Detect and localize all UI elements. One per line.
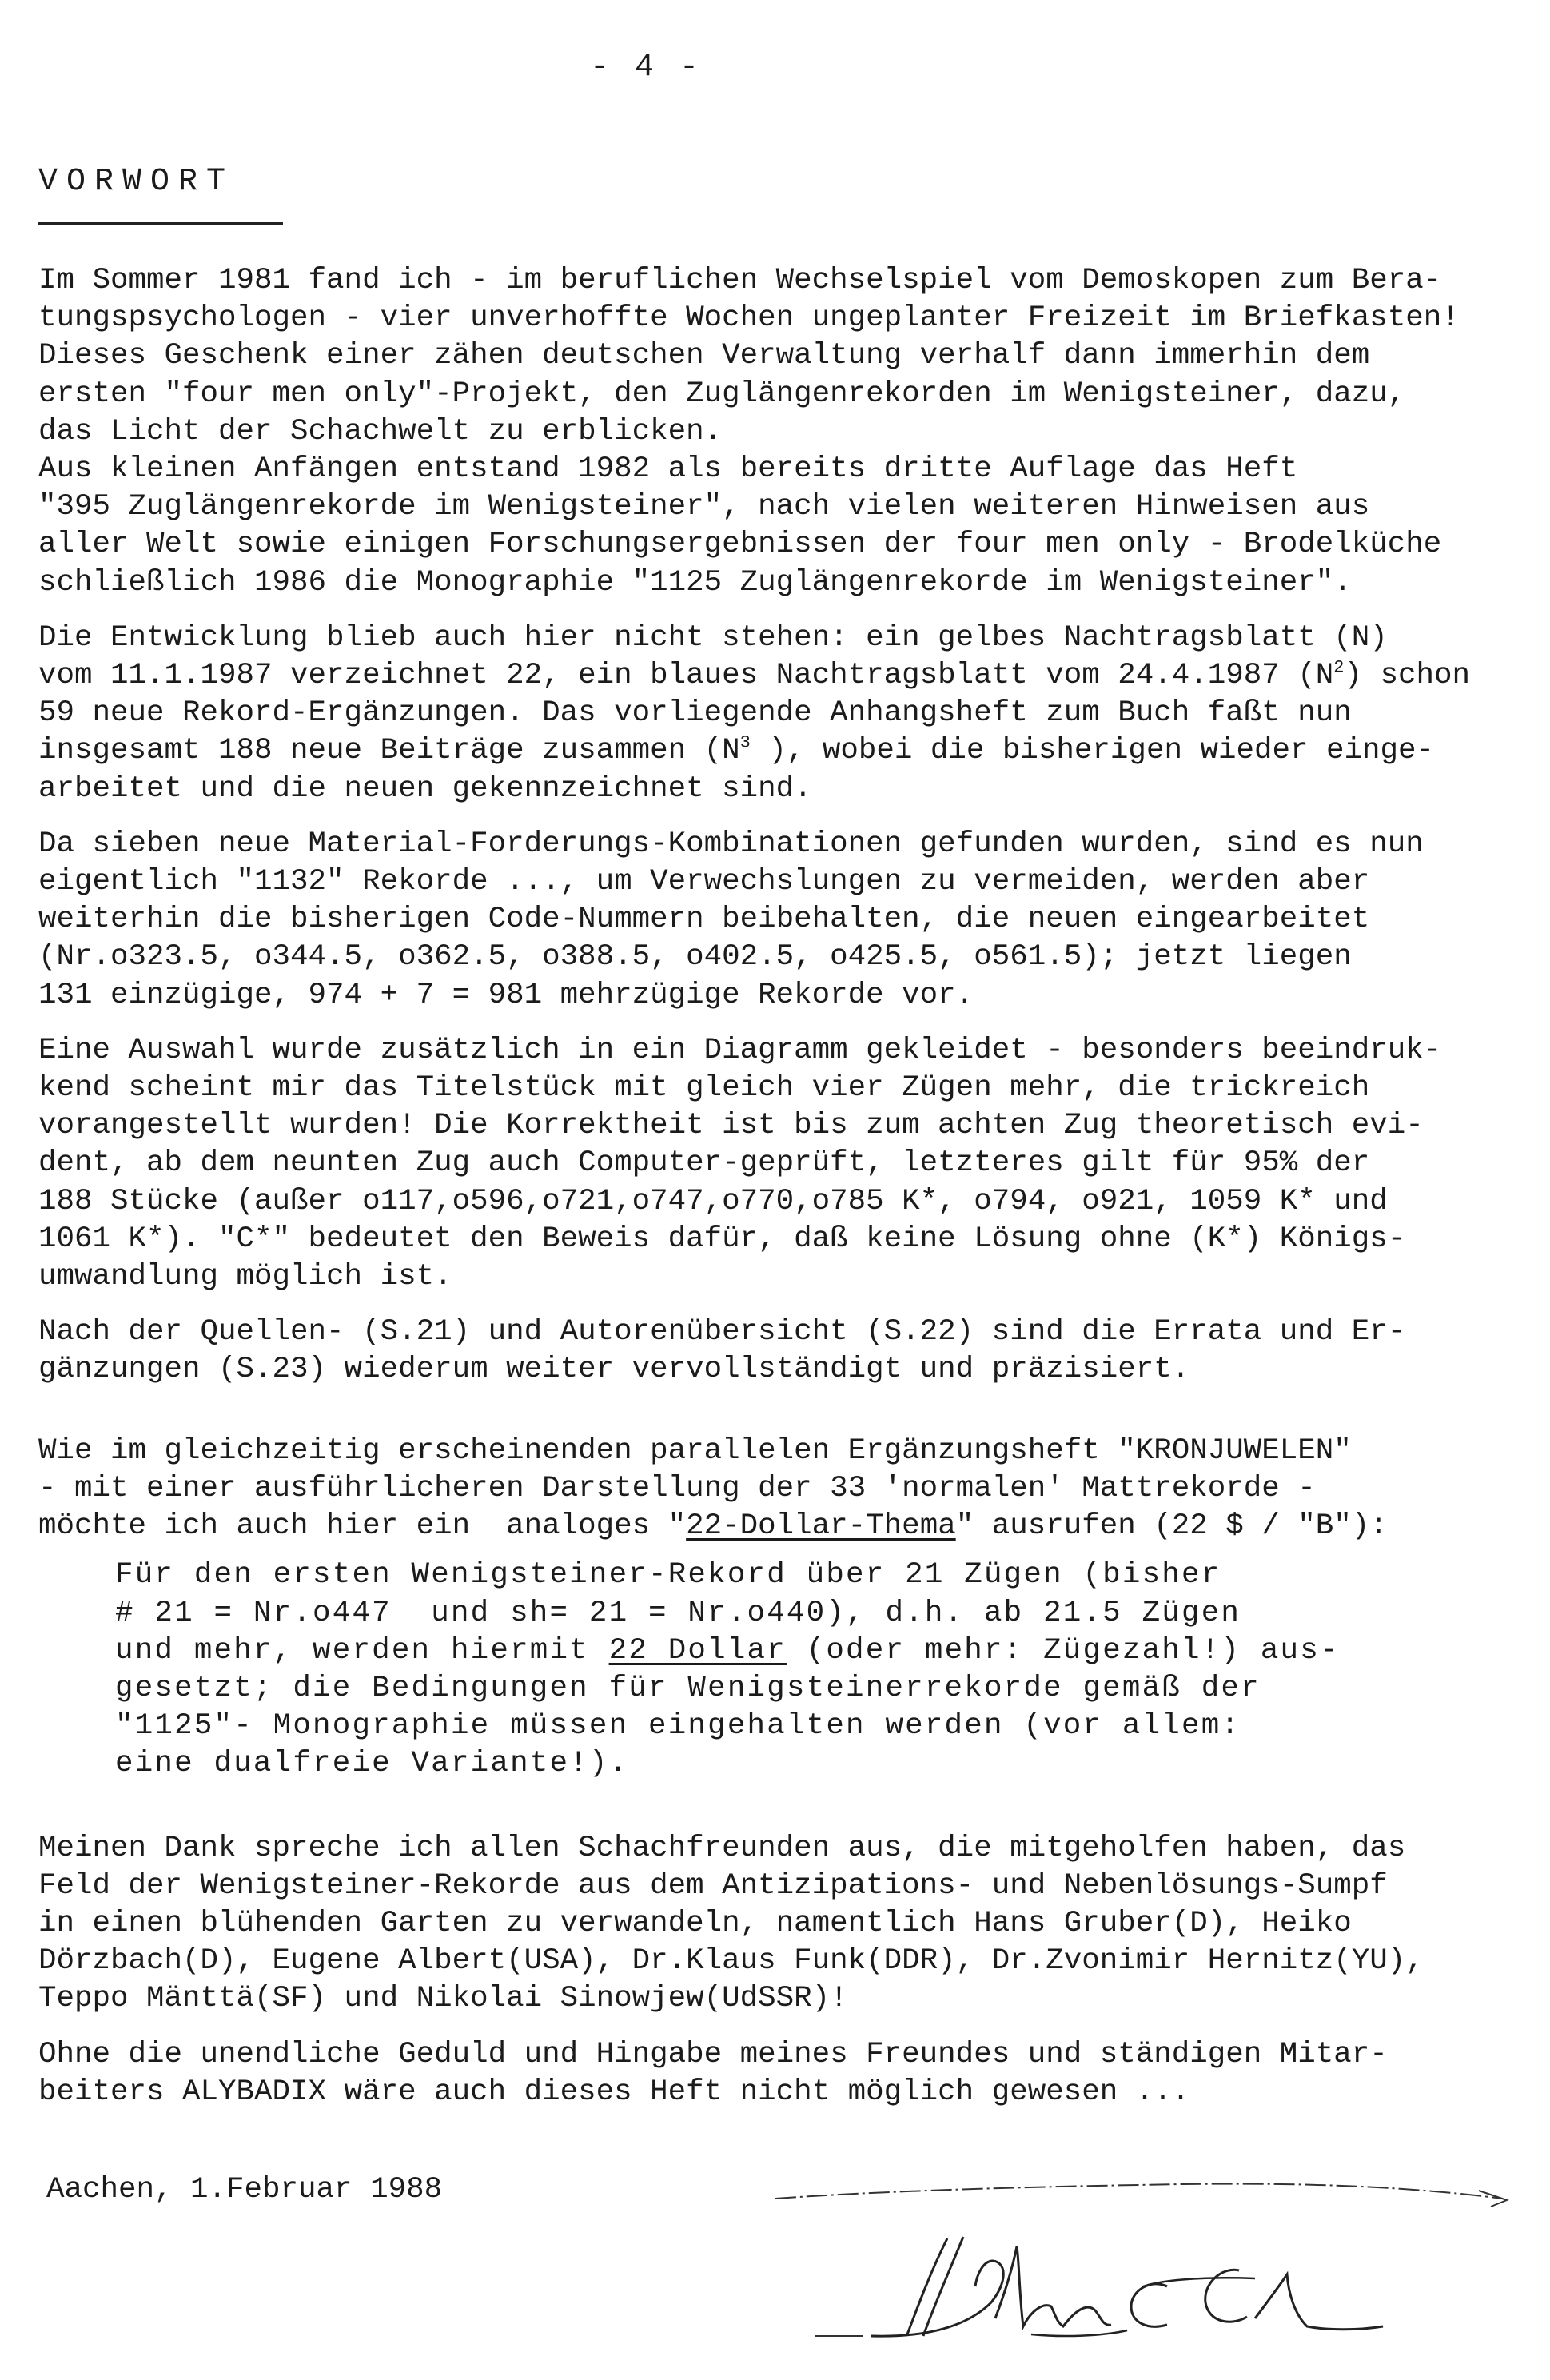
text-fragment: ), wobei die bisherigen wieder einge- <box>750 734 1434 768</box>
text-line: arbeitet und die neuen gekennzeichnet sind. <box>38 771 812 806</box>
paragraph-sources <box>38 1314 1525 1389</box>
text-line: 131 einzügige, 974 + 7 = 981 mehrzügige Rekorde vor. <box>38 978 974 1012</box>
text-line: Feld der Wenigsteiner-Rekorde aus dem Antizipations- und Nebenlösungs-Sumpf <box>38 1868 1388 1903</box>
text-line: dent, ab dem neunten Zug auch Computer-geprüft, letzteres gilt für 95% der <box>38 1146 1370 1181</box>
paragraph-dollar-theme <box>38 1433 1525 1546</box>
text-fragment: möchte ich auch hier ein analoges " <box>38 1509 687 1544</box>
text-fragment: " ausrufen (22 $ / "B"): <box>955 1509 1388 1544</box>
text-line: Eine Auswahl wurde zusätzlich in ein Diagramm gekleidet - besonders beeindruk- <box>38 1033 1442 1067</box>
text-fragment: insgesamt 188 neue Beiträge zusammen (N <box>38 734 740 768</box>
text-line: Da sieben neue Material-Forderungs-Kombinationen gefunden wurden, sind es nun <box>38 827 1424 861</box>
text-line: ersten "four men only"-Projekt, den Zuglängenrekorden im Wenigsteiner, dazu, <box>38 377 1406 411</box>
text-line: Teppo Mänttä(SF) und Nikolai Sinowjew(UdSSR)! <box>38 1982 848 2016</box>
text-line: Dieses Geschenk einer zähen deutschen Verwaltung verhalf dann immerhin dem <box>38 339 1370 373</box>
text-line <box>38 1508 1525 1545</box>
text-line: Ohne die unendliche Geduld und Hingabe meines Freundes und ständigen Mitar- <box>38 2037 1388 2071</box>
text-line: in einen blühenden Garten zu verwandeln, namentlich Hans Gruber(D), Heiko <box>38 1906 1352 1940</box>
underlined-prize-amount: 22 Dollar <box>608 1633 787 1668</box>
text-line: gänzungen (S.23) wiederum weiter vervollständigt und präzisiert. <box>38 1353 1190 1387</box>
text-line: (Nr.o323.5, o344.5, o362.5, o388.5, o402.5, o425.5, o561.5); jetzt liegen <box>38 940 1352 975</box>
prize-announcement-block <box>115 1557 1525 1783</box>
paragraph-intro <box>38 262 1525 602</box>
heading-vorwort: VORWORT <box>38 164 235 200</box>
text-line: tungspsychologen - vier unverhoffte Wochen ungeplanter Freizeit im Briefkasten! <box>38 301 1460 336</box>
text-line: "395 Zuglängenrekorde im Wenigsteiner", nach vielen weiteren Hinweisen aus <box>38 490 1370 524</box>
text-line: Für den ersten Wenigsteiner-Rekord über 21 Zügen (bisher <box>115 1558 1221 1593</box>
text-fragment: (oder mehr: Zügezahl!) aus- <box>786 1633 1340 1668</box>
text-line: schließlich 1986 die Monographie "1125 Zuglängenrekorde im Wenigsteiner". <box>38 565 1352 600</box>
paragraph-combinations <box>38 826 1525 1015</box>
text-line: Wie im gleichzeitig erscheinenden parallelen Ergänzungsheft "KRONJUWELEN" <box>38 1433 1352 1468</box>
text-line: kend scheint mir das Titelstück mit gleich vier Zügen mehr, die trickreich <box>38 1071 1370 1106</box>
page-number: - 4 - <box>590 50 703 86</box>
paragraph-supplements <box>38 620 1525 808</box>
underlined-theme-title: 22-Dollar-Thema <box>686 1509 956 1544</box>
text-fragment: und mehr, werden hiermit <box>115 1633 609 1668</box>
text-line: Dörzbach(D), Eugene Albert(USA), Dr.Klaus Funk(DDR), Dr.Zvonimir Hernitz(YU), <box>38 1944 1424 1979</box>
text-line: aller Welt sowie einigen Forschungsergebnissen der four men only - Brodelküche <box>38 528 1442 562</box>
text-line: Im Sommer 1981 fand ich - im beruflichen Wechselspiel vom Demoskopen zum Bera- <box>38 264 1442 297</box>
text-line: Meinen Dank spreche ich allen Schachfreunden aus, die mitgeholfen haben, das <box>38 1831 1406 1865</box>
text-line: "1125"- Monographie müssen eingehalten werden (vor allem: <box>115 1709 1241 1744</box>
text-fragment: vom 11.1.1987 verzeichnet 22, ein blaues Nachtragsblatt vom 24.4.1987 (N <box>38 659 1334 693</box>
text-line: Nach der Quellen- (S.21) und Autorenübersicht (S.22) sind die Errata und Er- <box>38 1315 1406 1349</box>
text-line: weiterhin die bisherigen Code-Nummern beibehalten, die neuen eingearbeitet <box>38 903 1370 937</box>
superscript: 3 <box>739 732 751 753</box>
text-line: eine dualfreie Variante!). <box>115 1747 629 1781</box>
superscript: 2 <box>1333 657 1345 678</box>
text-line <box>38 732 1525 770</box>
text-line: 59 neue Rekord-Ergänzungen. Das vorliegende Anhangsheft zum Buch faßt nun <box>38 696 1352 731</box>
text-line: 188 Stücke (außer o117,o596,o721,o747,o770,o785 K*, o794, o921, 1059 K* und <box>38 1184 1388 1218</box>
heading-underline <box>38 222 283 225</box>
text-line: beiters ALYBADIX wäre auch dieses Heft nicht möglich gewesen ... <box>38 2075 1190 2109</box>
text-line: vorangestellt wurden! Die Korrektheit ist bis zum achten Zug theoretisch evi- <box>38 1109 1424 1143</box>
paragraph-acknowledgements <box>38 1830 1525 2019</box>
text-line: das Licht der Schachwelt zu erblicken. <box>38 414 723 448</box>
paragraph-diagram-selection <box>38 1032 1525 1296</box>
body-text <box>38 262 1525 2111</box>
text-line: Aus kleinen Anfängen entstand 1982 als bereits dritte Auflage das Heft <box>38 452 1298 487</box>
paragraph-thanks-alybadix <box>38 2036 1525 2111</box>
text-line: - mit einer ausführlicheren Darstellung der 33 'normalen' Mattrekorde - <box>38 1471 1316 1505</box>
place-and-date: Aachen, 1.Februar 1988 <box>46 2173 443 2207</box>
text-line: 1061 K*). "C*" bedeutet den Beweis dafür, daß keine Lösung ohne (K*) Königs- <box>38 1222 1406 1256</box>
text-fragment: ) schon <box>1344 659 1470 693</box>
text-line: eigentlich "1132" Rekorde ..., um Verwechslungen zu vermeiden, werden aber <box>38 865 1370 899</box>
text-line: gesetzt; die Bedingungen für Wenigsteinerrekorde gemäß der <box>115 1671 1261 1705</box>
text-line: Die Entwicklung blieb auch hier nicht stehen: ein gelbes Nachtragsblatt (N) <box>38 620 1388 655</box>
text-line: # 21 = Nr.o447 und sh= 21 = Nr.o440), d.h. ab 21.5 Zügen <box>115 1596 1241 1630</box>
text-line: umwandlung möglich ist. <box>38 1260 452 1294</box>
handwritten-signature <box>767 2167 1519 2358</box>
text-line <box>115 1633 1525 1670</box>
text-line <box>38 657 1525 695</box>
